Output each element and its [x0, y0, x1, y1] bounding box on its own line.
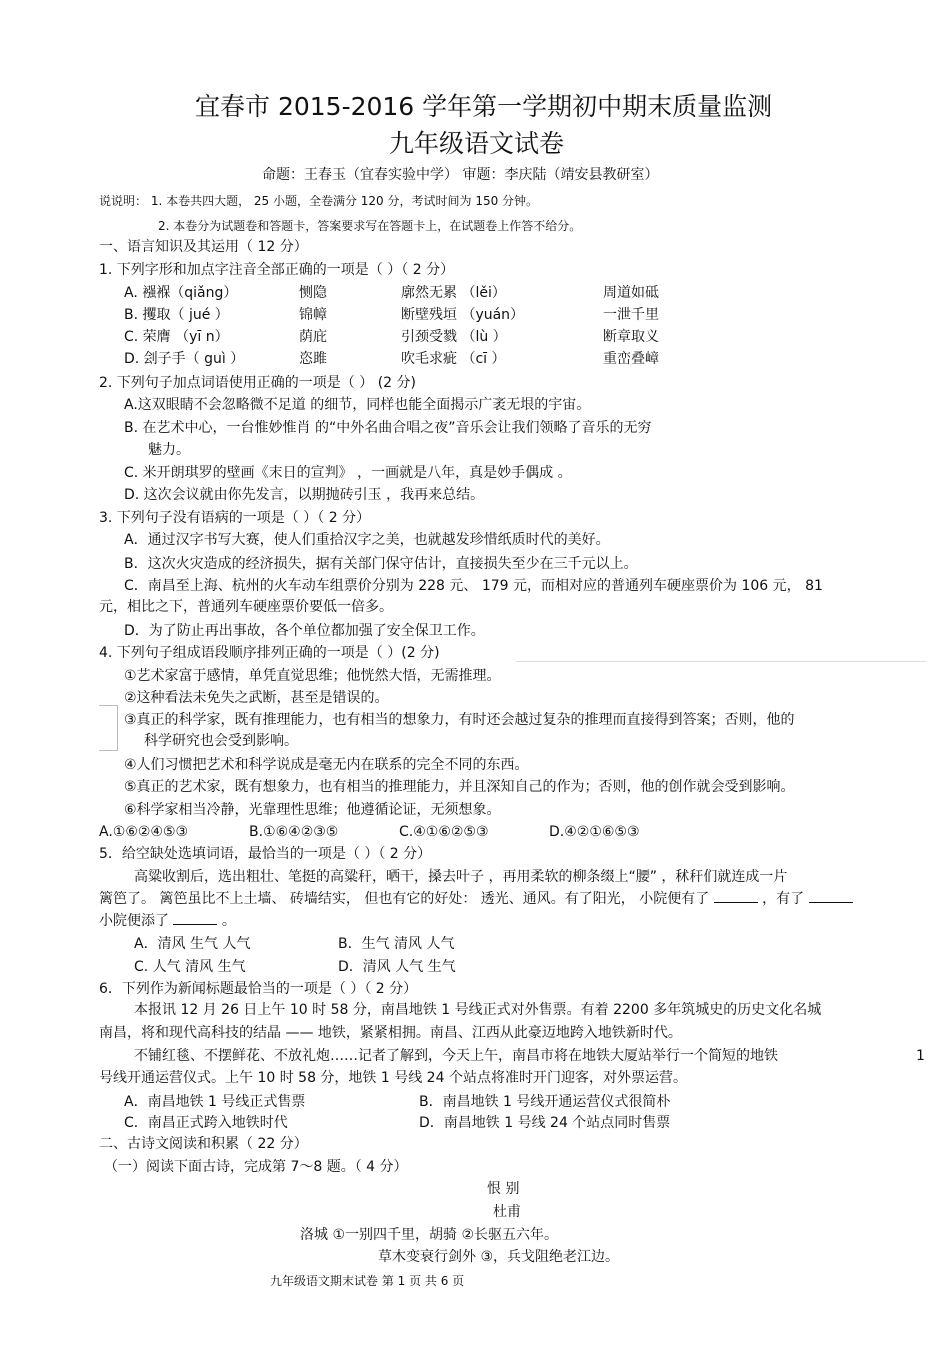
q1-row-b-2: 锦幛	[299, 307, 327, 323]
title-line-2: 九年级语文试卷	[389, 129, 565, 158]
q5-passage-2-text: 篱笆了。 篱笆虽比不上土墙、 砖墙结实， 但也有它的好处： 透光、通风。有了阳光， 小院便有了	[99, 891, 710, 907]
q6-option-c: C．南昌正式跨入地铁时代	[124, 1115, 288, 1131]
q3-option-b: B．这次火灾造成的经济损失，据有关部门保守估计，直接损失至少在三千元以上。	[124, 556, 638, 572]
q2-option-a: A.这双眼睛不会忽略微不足道 的细节，同样也能全面揭示广袤无垠的宇宙。	[124, 397, 591, 413]
q4-sentence-2: ②这种看法未免失之武断，甚至是错误的。	[124, 690, 389, 706]
poem-line-2: 草木变衰行剑外 ③，兵戈阻绝老江边。	[378, 1249, 619, 1265]
q1-stem: 1. 下列字形和加点字注音全部正确的一项是（ ）（ 2 分）	[99, 262, 455, 278]
q6-option-d: D．南昌地铁 1 号线 24 个站点同时售票	[419, 1115, 671, 1131]
q6-option-b: B．南昌地铁 1 号线开通运营仪式很简朴	[419, 1094, 671, 1110]
q1-row-c-3: 引颈受戮 （lù ）	[401, 329, 507, 345]
q6-passage-1: 本报讯 12 月 26 日上午 10 时 58 分，南昌地铁 1 号线正式对外售票。有着 2200 多年筑城史的历史文化名城	[134, 1002, 822, 1018]
q6-passage-2: 不铺红毯、不摆鲜花、不放礼炮……记者了解到，今天上午，南昌市将在地铁大厦站举行一个简短的地铁	[134, 1048, 778, 1064]
section-2-heading: 二、古诗文阅读和积累（ 22 分）	[99, 1136, 308, 1152]
q1-row-c-4: 断章取义	[603, 329, 659, 345]
q1-row-b-3: 断壁残垣 （yuán）	[401, 307, 525, 323]
q6-stem: 6．下列作为新闻标题最恰当的一项是（ ）（ 2 分）	[99, 981, 418, 997]
q4-option-b: B.①⑥④②③⑤	[249, 824, 339, 840]
q3-option-c: C．南昌至上海、杭州的火车动车组票价分别为 228 元、 179 元，而相对应的普通列车硬座票价为 106 元， 81	[124, 578, 823, 594]
q3-stem: 3. 下列句子没有语病的一项是（ ）（ 2 分）	[99, 510, 371, 526]
q4-sentence-5: ⑤真正的艺术家，既有想象力，也有相当的推理能力，并且深知自己的作为；否则，他的创作就会受到影响。	[124, 779, 795, 795]
q5-passage-3-text: 小院便添了	[99, 913, 169, 929]
q4-sentence-3-cont: 科学研究也会受到影响。	[144, 733, 298, 749]
q4-option-c: C.④①⑥②⑤③	[399, 824, 489, 840]
q1-row-a-3: 廓然无累 （lěi）	[401, 285, 506, 301]
q5-stem: 5．给空缺处选填词语，最恰当的一项是（ ）（ 2 分）	[99, 846, 432, 862]
q4-sentence-3: ③真正的科学家，既有推理能力，也有相当的想象力，有时还会越过复杂的推理而直接得到答案；否则，他的	[124, 712, 795, 728]
q1-row-d-4: 重峦叠嶂	[603, 351, 659, 367]
q4-stem: 4. 下列句子组成语段顺序排列正确的一项是（ ）(2 分)	[99, 645, 440, 661]
answer-blank-3	[173, 912, 217, 925]
section-1-heading: 一、语言知识及其运用（ 12 分）	[99, 239, 308, 255]
q2-option-c: C. 米开朗琪罗的壁画《末日的宣判》 ，一画就是八年，真是妙手偶成 。	[124, 465, 572, 481]
q1-row-a-4: 周道如砥	[603, 285, 659, 301]
note-1: 说说明： 1. 本卷共四大题， 25 小题，全卷满分 120 分，考试时间为 150 分钟。	[99, 194, 539, 208]
divider-rule	[516, 661, 926, 662]
q1-row-a-2: 恻隐	[299, 285, 327, 301]
authors-line: 命题：王春玉（宜春实验中学） 审题：李庆陆（靖安县教研室）	[262, 167, 659, 183]
poem-line-1: 洛城 ①一别四千里，胡骑 ②长驱五六年。	[300, 1227, 559, 1243]
q1-row-a-1: A. 襁褓（qiǎng）	[124, 285, 238, 301]
q6-passage-2-cont: 号线开通运营仪式。上午 10 时 58 分，地铁 1 号线 24 个站点将准时开门迎客，对外票运营。	[99, 1070, 687, 1086]
page-footer: 九年级语文期末试卷 第 1 页 共 6 页	[270, 1274, 465, 1288]
q5-passage-3-end: 。	[221, 913, 236, 929]
q3-option-a: A．通过汉字书写大赛，使人们重拾汉字之美，也就越发珍惜纸质时代的美好。	[124, 532, 610, 548]
q1-row-c-2: 荫庇	[299, 329, 327, 345]
poem-title: 恨 别	[487, 1181, 520, 1197]
q6-passage-1-cont: 南昌，将和现代高科技的结晶 —— 地铁，紧紧相拥。南昌、江西从此豪迈地跨入地铁新时代。	[99, 1025, 682, 1041]
q2-stem: 2. 下列句子加点词语使用正确的一项是（ ） (2 分)	[99, 375, 416, 391]
q4-sentence-6: ⑥科学家相当冷静，光靠理性思维；他遵循论证，无须想象。	[124, 802, 501, 818]
q1-row-b-1: B. 攫取（ jué ）	[124, 307, 229, 323]
section-2-sub-1: （一）阅读下面古诗，完成第 7～8 题。（ 4 分）	[104, 1159, 408, 1175]
q4-option-a: A.①⑥②④⑤③	[99, 824, 189, 840]
note-2: 2. 本卷分为试题卷和答题卡，答案要求写在答题卡上，在试题卷上作答不给分。	[158, 219, 582, 233]
q3-option-c-cont: 元，相比之下，普通列车硬座票价要低一倍多。	[99, 599, 393, 615]
margin-bracket	[99, 705, 118, 751]
q6-option-a: A．南昌地铁 1 号线正式售票	[124, 1094, 306, 1110]
q1-row-d-3: 吹毛求疵 （cī ）	[401, 351, 506, 367]
answer-blank-2	[809, 890, 853, 903]
q2-option-d: D. 这次会议就由你先发言，以期抛砖引玉 ，我再来总结。	[124, 487, 485, 503]
q4-sentence-1: ①艺术家富于感情，单凭直觉思维；他恍然大悟，无需推理。	[124, 668, 501, 684]
q1-row-d-2: 恣雎	[299, 351, 327, 367]
q4-sentence-4: ④人们习惯把艺术和科学说成是毫无内在联系的完全不同的东西。	[124, 757, 529, 773]
q5-passage-2-text-b: ，有了	[762, 891, 805, 907]
q5-option-b: B．生气 清风 人气	[338, 936, 455, 952]
q2-option-b-cont: 魅力。	[148, 442, 190, 458]
answer-blank-1	[714, 890, 758, 903]
q5-passage-2	[99, 890, 853, 908]
q5-option-a: A．清风 生气 人气	[134, 936, 251, 952]
q6-passage-2-end: 1	[916, 1048, 925, 1064]
poem-author: 杜甫	[493, 1204, 521, 1220]
q5-passage-3	[99, 912, 236, 930]
q1-row-d-1: D. 刽子手（ guì ）	[124, 351, 245, 367]
q5-option-d: D．清风 人气 生气	[338, 959, 456, 975]
title-line-1: 宜春市 2015-2016 学年第一学期初中期末质量监测	[195, 92, 773, 121]
q5-passage-1: 高粱收割后，选出粗壮、笔挺的高粱秆，晒干，搡去叶子 ，再用柔软的柳条缀上“腰” ，秫秆们就连成一片	[134, 869, 788, 885]
q1-row-b-4: 一泄千里	[603, 307, 659, 323]
q5-option-c: C. 人气 清风 生气	[134, 959, 246, 975]
q4-option-d: D.④②①⑥⑤③	[549, 824, 640, 840]
q2-option-b: B. 在艺术中心，一台惟妙惟肖 的“中外名曲合唱之夜”音乐会让我们领略了音乐的无穷	[124, 420, 652, 436]
q1-row-c-1: C. 荣膺 （yī n）	[124, 329, 229, 345]
q3-option-d: D．为了防止再出事故，各个单位都加强了安全保卫工作。	[124, 623, 485, 639]
